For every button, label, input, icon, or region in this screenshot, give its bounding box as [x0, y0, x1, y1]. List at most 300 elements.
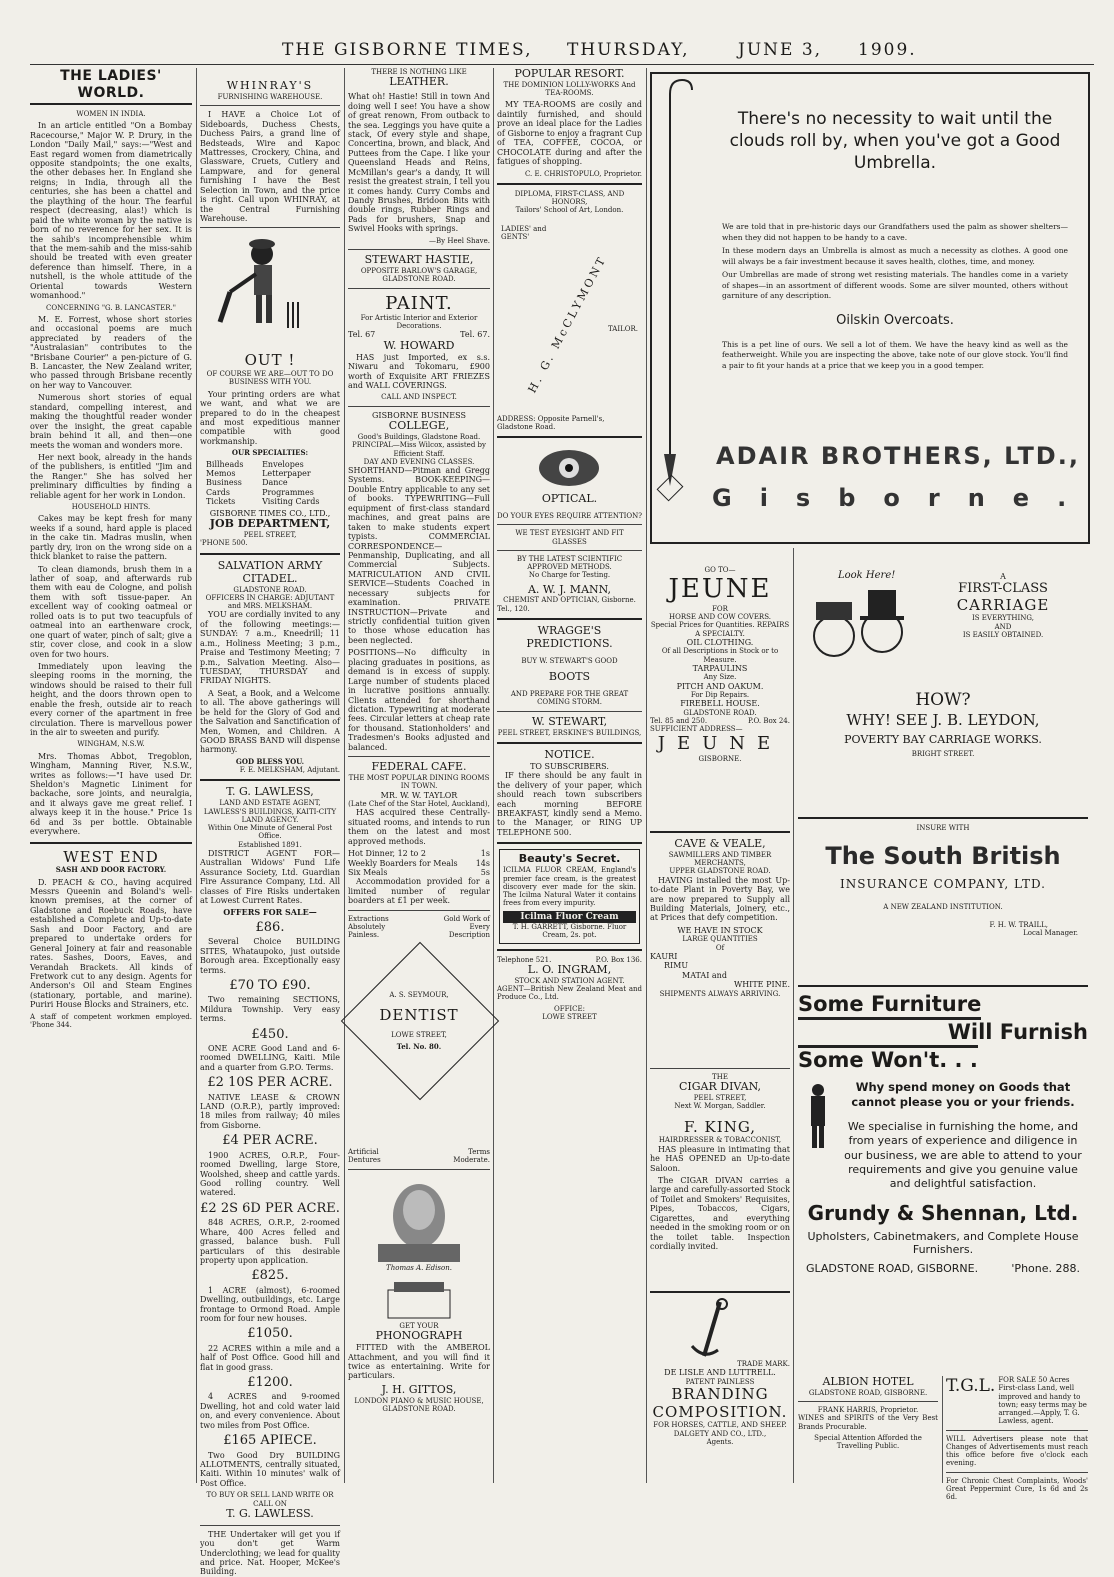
insurance-ad	[798, 812, 1088, 962]
divider	[497, 550, 642, 551]
article-text: Cakes may be kept fresh for many weeks if a sound, hard apple is placed in the cake tin. Madras muslin, when partly dry, iron on the wrong side on a thick blanket to raise the pattern.	[30, 514, 192, 562]
umbrella-text: This is a pet line of ours. We sell a lot of them. We have the heavy kind as well as the featherweight. While you are inspecting the above, take note of our glove stock. You'll find a pair to fit your hands at a price that we keep you in a good temper.	[722, 339, 1068, 370]
edison-portrait	[348, 1174, 490, 1264]
carriage-works: POVERTY BAY CARRIAGE WORKS.	[844, 733, 1042, 746]
divider	[200, 779, 340, 781]
cigar-divan-ad	[650, 1064, 790, 1252]
to-buy: TO BUY OR SELL LAND WRITE OR CALL ON	[206, 1491, 334, 1508]
predictions: PREDICTIONS.	[526, 636, 613, 650]
edison-signature: Thomas A. Edison.	[386, 1263, 452, 1272]
tarpaulins: TARPAULINS	[692, 663, 748, 673]
branding-ad	[650, 1286, 790, 1482]
rimu: RIMU	[664, 961, 689, 971]
horse-covers: HORSE AND COW COVERS.	[669, 613, 771, 622]
jeune-for: FOR	[712, 604, 728, 613]
divider	[348, 249, 490, 250]
cigar-divan: CIGAR DIVAN,	[679, 1080, 761, 1094]
divider	[200, 105, 340, 106]
article-text: Her next book, already in the hands of the publishers, is entitled "Jim and the Ranger." She has solved her preliminary difficulties by finding a reliable agent for her work in London.	[30, 452, 192, 500]
carriage-ad	[798, 566, 1088, 796]
umbrella-text: Our Umbrellas are made of strong wet resisting materials. The handles come in a variety of shapes—in an assortment of different woods. Some are silver mounted, others without garniture of any description.	[722, 270, 1068, 300]
stewart-address: PEEL STREET, ERSKINE'S BUILDINGS,	[497, 728, 642, 737]
edison-portrait-icon	[348, 1174, 490, 1264]
ad-text: MY TEA-ROOMS are cosily and daintily furnished, and should prove an ideal place for the Ladies of Gisborne to enjoy a fragrant Cup of TEA, COFFEE, COCOA, or CHOCOLATE during and after the fatigues of shopping.	[497, 100, 642, 167]
paint-heading: PAINT.	[385, 292, 453, 314]
divider	[348, 756, 490, 757]
adair-umbrella-ad	[650, 72, 1095, 544]
of: Of	[715, 943, 725, 952]
ad-text: POSITIONS—No difficulty in placing graduates in positions, as demand is in excess of supply. Large number of students placed in lucrative positions annually. Clients attended for shorthand dictation. Typewriting at moderate fees. Circular letters at cheap rate for thousand. Stationholders' and Tradesmen's Books adjusted and balanced.	[348, 648, 490, 752]
oil-clothing: OIL CLOTHING.	[686, 637, 754, 647]
column-rule	[793, 548, 794, 1483]
article-text: To clean diamonds, brush them in a lather of soap, and afterwards rub them with eau de Cologne, and polish them with soft tissue-paper. An excellent way of cooking oatmeal or rolled oats is to put two teacupfuls of oatmeal into an earthenware crock, one quart of water, pinch of salt; give a stir, cover close, and cook in a slow oven for two hours.	[30, 564, 192, 659]
tgl-row	[946, 1376, 1088, 1426]
article-text: Mrs. Thomas Abbot, Tregoblon, Wingham, Manning River, N.S.W., writes as follows:—"I have used Dr. Sheldon's Magnetic Liniment for backache, sore joints, and neuralgia, and it always gave me great relief. I always keep it in the house." Price 1s 6d and 3s per bottle. Obtainable everywhere.	[30, 751, 192, 837]
traill: F. H. W. TRAILL,	[989, 920, 1048, 929]
any-size: Any Size.	[703, 673, 737, 682]
price: £1200.	[247, 1375, 293, 1391]
job-department: JOB DEPARTMENT,	[209, 517, 331, 531]
umbrella-icon	[652, 74, 712, 540]
listing-text: 22 ACRES within a mile and a half of Post Office. Good hill and flat in good grass.	[200, 1343, 340, 1372]
divider	[650, 831, 790, 833]
price: £450.	[251, 1026, 289, 1042]
price-value: 14s	[475, 858, 490, 868]
tel: Tel. 67	[348, 330, 376, 340]
stock-agent: STOCK AND STATION AGENT.	[514, 976, 625, 985]
eye-icon	[497, 443, 642, 493]
ad-text: SHORTHAND—Pitman and Gregg Systems. BOOK-KEEPING—Double Entry applicable to any set of books. TYPEWRITING—Full equipment of first-class standard machines, and great pains are taken to make students expert typists. COMMERCIAL CORRESPONDENCE—Penmanship, Duplicating, and all Commercial Subjects. MATRICULATION AND CIVIL SERVICE—Students Coached in necessary subjects for examination. PRIVATE INSTRUCTION—Private and strictly confidential tuition given to those whose education has been neglected.	[348, 466, 490, 645]
divider	[497, 524, 642, 525]
price-label: Hot Dinner, 12 to 2	[348, 849, 426, 859]
sawmillers: SAWMILLERS AND TIMBER MERCHANTS,	[668, 850, 772, 868]
lolly-works: THE DOMINION LOLLY-WORKS And TEA-ROOMS.	[503, 80, 636, 98]
upholsters: Upholsters, Cabinetmakers, and Complete House Furnishers.	[807, 1230, 1079, 1257]
divider	[200, 553, 340, 555]
peel-street: PEEL STREET,	[243, 531, 297, 540]
easily-obtained: IS EASILY OBTAINED.	[962, 630, 1044, 639]
listing-text: ONE ACRE Good Land and 6-roomed DWELLING, Kaiti. Mile and a quarter from G.P.O. Terms.	[200, 1043, 340, 1072]
tel-80: Tel. No. 80.	[396, 1041, 442, 1051]
kauri: KAURI	[650, 951, 678, 961]
gentleman-icon	[798, 1080, 838, 1150]
trade-mark-illustration	[650, 1298, 790, 1360]
mcclymont-name: H. G. McCLYMONT	[525, 252, 610, 395]
next-morgan: Next W. Morgan, Saddler.	[674, 1102, 766, 1111]
price-value: 5s	[480, 867, 490, 877]
lawless-heading: T. G. LAWLESS,	[226, 785, 314, 799]
gladstone-road: GLADSTONE ROAD.	[233, 585, 307, 594]
price: £86.	[255, 919, 285, 935]
undertaker-ad: THE Undertaker will get you if you don't get Warm Underclothing; we lead for quality and price. Nat. Hooper, McKee's Building.	[200, 1529, 340, 1577]
beauty-ad	[499, 849, 640, 943]
divider	[798, 985, 1088, 987]
tel-120: Tel., 120.	[497, 604, 530, 613]
howard-heading: W. HOWARD	[383, 338, 455, 352]
college-classes: DAY AND EVENING CLASSES.	[363, 457, 475, 466]
ad-text: DISTRICT AGENT FOR—Australian Widows' Fund Life Assurance Society, Ltd. Guardian Fire Assurance Company, Ltd. All classes of Fire Risks undertaken at Lowest Current Rates.	[200, 848, 340, 906]
why-spend: Why spend money on Goods that cannot please you or your friends.	[851, 1080, 1075, 1110]
white-pine: WHITE PINE.	[733, 980, 790, 990]
leather-heading: LEATHER.	[389, 75, 449, 89]
price-row	[348, 849, 490, 858]
citadel-heading: CITADEL.	[242, 571, 298, 585]
eye-illustration	[497, 443, 642, 493]
divider	[348, 1169, 490, 1170]
pitch-oakum: PITCH AND OAKUM.	[676, 681, 764, 691]
divider	[30, 842, 192, 844]
specialty-item: Business Cards	[206, 478, 242, 497]
how: HOW?	[915, 690, 971, 710]
wingham-heading: WINGHAM, N.S.W.	[77, 740, 145, 749]
ad-text: ICILMA FLUOR CREAM, England's premier face cream, is the greatest discovery ever made for the skin. The Icilma Natural Water it contains frees from every impurity.	[503, 866, 636, 908]
specialty-item: Visiting Cards	[262, 497, 320, 507]
column-rule	[646, 68, 647, 1483]
agents: Agents.	[706, 1437, 734, 1446]
large-quantities: LARGE QUANTITIES	[682, 935, 758, 944]
specialties-list	[200, 458, 340, 509]
gentleman-illustration	[798, 1080, 838, 1150]
west-end-heading: WEST END	[63, 847, 159, 866]
listing-text: Two remaining SECTIONS, Mildura Township. Very easy terms.	[200, 995, 340, 1024]
listing-text: Two Good Dry BUILDING ALLOTMENTS, centrally situated, Kaiti. Within 10 minutes' walk of Post Office.	[200, 1450, 340, 1488]
out-sub: OF COURSE WE ARE—OUT TO DO BUSINESS WITH YOU.	[206, 370, 334, 387]
frank-harris: FRANK HARRIS, Proprietor.	[817, 1406, 919, 1415]
price: £825.	[251, 1268, 289, 1284]
matai: MATAI and	[682, 970, 727, 980]
cricket-boy-icon	[200, 232, 340, 352]
is-everything: IS EVERYTHING,	[972, 614, 1034, 623]
ad-text: HAS just Imported, ex s.s. Niwaru and Tokomaru, £900 worth of Exquisite ART FRIEZES and WALL COVERINGS.	[348, 352, 490, 390]
jeune-gisborne: GISBORNE.	[698, 754, 742, 763]
cave-veale-ad	[650, 826, 790, 1046]
leather-poem: What oh! Hastie! Still in town And doing well I see! You have a show of great renown, From outback to the sea. Leggings you have quite a stack, Of every style and shape, Concertina, brown, and black, And Puttees from the Cape. I like your Queensland Heads and Reins, McMillan's gear's a dandy, It will resist the greatest strain, I tell you it comes handy. Curry Combs and Dandy Brushes, Bridoon Bits with double rings, Rubber Rings and Pads for brushers, Snap and Swivel Hooks with springs.	[348, 92, 490, 234]
land-agent: LAND AND ESTATE AGENT,	[219, 799, 321, 808]
notice: NOTICE.	[544, 747, 595, 761]
fluor-cream: Icilma Fluor Cream	[503, 911, 636, 924]
tgl-ad	[946, 1376, 1088, 1501]
upper-gladstone: UPPER GLADSTONE ROAD.	[669, 867, 771, 876]
see-leydon: WHY! SEE J. B. LEYDON,	[846, 711, 1040, 729]
for-horses: FOR HORSES, CATTLE, AND SHEEP.	[653, 1421, 787, 1430]
look-here: Look Here!	[838, 570, 896, 581]
buy-stewart: BUY W. STEWART'S GOOD	[521, 656, 618, 665]
we-have: WE HAVE IN STOCK	[677, 925, 763, 935]
price: £165 APIECE.	[223, 1433, 317, 1449]
column-rule	[493, 68, 494, 1483]
tailor-address: ADDRESS: Opposite Parnell's, Gladstone Road.	[497, 414, 605, 431]
masthead-year: 1909.	[858, 40, 917, 60]
price: £1050.	[247, 1326, 293, 1342]
divider	[348, 910, 490, 911]
offers-heading: OFFERS FOR SALE—	[223, 907, 317, 918]
cave-veale: CAVE & VEALE,	[674, 837, 766, 850]
cafe-owner: MR. W. W. TAYLOR	[380, 790, 458, 800]
repairs: Special Prices for Quantities. REPAIRS A SPECIALTY.	[650, 621, 790, 638]
ad-text: IF there should be any fault in the delivery of your paper, which should reach town subscribers each morning BEFORE BREAKFAST, kindly send a Memo. to the Manager, or RING UP TELEPHONE 500.	[497, 771, 642, 837]
the: THE	[712, 1073, 728, 1081]
carriage-heading: CARRIAGE	[956, 595, 1050, 614]
price: £2 2S 6D PER ACRE.	[200, 1200, 340, 1216]
eyes-attention: DO YOUR EYES REQUIRE ATTENTION?	[497, 512, 643, 520]
tailors-school: Tailors' School of Art, London.	[515, 206, 624, 215]
furniture-ad	[798, 980, 1088, 1320]
seymour: A. S. SEYMOUR,	[389, 990, 449, 999]
optical-heading: OPTICAL.	[541, 492, 598, 506]
albion-hotel: ALBION HOTEL	[822, 1375, 914, 1388]
gold-work: Gold Work of Every Description	[443, 914, 490, 940]
lancaster-heading: CONCERNING "G. B. LANCASTER."	[46, 303, 176, 312]
household-hints-heading: HOUSEHOLD HINTS.	[71, 503, 151, 512]
shipments: SHIPMENTS ALWAYS ARRIVING.	[659, 989, 781, 998]
phonograph-icon	[348, 1272, 490, 1322]
phone-288: 'Phone. 288.	[1011, 1262, 1080, 1276]
phone-500: 'PHONE 500.	[200, 539, 248, 548]
price: £70 TO £90.	[229, 977, 311, 993]
gladstone-road: GLADSTONE ROAD.	[683, 708, 757, 717]
divider	[497, 436, 642, 438]
divider	[348, 288, 490, 289]
umbrella-illustration	[652, 74, 712, 540]
cricket-boy-illustration	[200, 232, 340, 352]
college-principal: PRINCIPAL—Miss Wilcox, assisted by Efficient Staff.	[352, 441, 486, 458]
box: P.O. Box 24.	[748, 716, 790, 725]
look-here-illustration	[798, 566, 918, 686]
tailor: TAILOR.	[608, 324, 638, 333]
women-india-heading: WOMEN IN INDIA.	[76, 110, 146, 119]
box: P.O. Box 136.	[595, 955, 642, 964]
listing-text: 1 ACRE (almost), 6-roomed Dwelling, outbuildings, etc. Large frontage to Ormond Road. Ample room for four new houses.	[200, 1285, 340, 1324]
ad-text: Your printing orders are what we want, and what we are prepared to do in the cheapest and most expeditious manner compatible with good workmanship.	[200, 389, 340, 446]
trade-mark: TRADE MARK.	[737, 1360, 790, 1368]
column-2	[200, 68, 340, 1577]
price-value: 1s	[480, 849, 490, 859]
wragge: WRAGGE'S	[537, 623, 602, 637]
peel-street: PEEL STREET,	[693, 1094, 747, 1103]
ladies-gents: LADIES' and GENTS'	[501, 224, 547, 241]
god-bless: GOD BLESS YOU.	[235, 756, 305, 766]
price-label: Six Meals	[348, 867, 388, 877]
federal-cafe: FEDERAL CAFE.	[371, 760, 467, 774]
sash-door-heading: SASH AND DOOR FACTORY.	[55, 865, 167, 875]
column-ladies-world	[30, 68, 192, 1483]
sufficient-address: SUFFICIENT ADDRESS—	[650, 725, 743, 734]
listing-text: 4 ACRES and 9-roomed Dwelling, hot and cold water laid on, and every convenience. About two miles from Post Office.	[200, 1392, 340, 1430]
lawless-location: Within One Minute of General Post Office.	[207, 824, 333, 841]
lawless-established: Established 1891.	[238, 840, 302, 849]
column-4	[497, 68, 642, 1483]
specialty-item: Dance Programmes	[262, 478, 314, 497]
garrett: T. H. GARRETT, Gisborne. Fluor Cream, 2s. pot.	[512, 923, 627, 940]
masthead-day: THURSDAY,	[567, 40, 690, 60]
masthead-paper: THE GISBORNE TIMES,	[282, 40, 533, 60]
whinray-sub: FURNISHING WAREHOUSE.	[217, 92, 323, 101]
price: £4 PER ACRE.	[222, 1133, 318, 1149]
ad-text: FITTED with the AMBEROL Attachment, and you will find it twice as entertaining. Write for particulars.	[348, 1343, 490, 1381]
terms-moderate: Terms Moderate.	[453, 1148, 490, 1165]
salvation-army-heading: SALVATION ARMY	[217, 558, 323, 572]
divider	[650, 1291, 790, 1293]
ad-text: D. PEACH & CO., having acquired Messrs Queenin and Boland's well-known premises, at the corner of Gladstone and Roebuck Roads, have established a Complete and Up-to-date Sash and Door Factory, and are prepared to undertake orders for General Joinery at fair and reasonable rates. Sashes, Doors, Eaves, and Verandah Brackets. All kinds of Fretwork cut to any design. Agents for Anderson's Oil and Steam Engines (stationary, portable, and marine). Puriri House Blocks and Strainers, etc.	[30, 877, 192, 1010]
divider	[497, 742, 642, 744]
specialty-item: Billheads	[206, 459, 244, 469]
carriage-a: A	[1000, 572, 1006, 581]
tel: Tel. 67.	[460, 330, 490, 340]
no-charge: No Charge for Testing.	[528, 571, 611, 580]
grundy-address	[798, 1257, 1088, 1276]
listing-text: NATIVE LEASE & CROWN LAND (O.R.P.), partly improved: 18 miles from railway; 40 miles from Gisborne.	[200, 1092, 340, 1130]
divider	[798, 1401, 938, 1402]
patent-painless: PATENT PAINLESS	[685, 1377, 755, 1386]
woods-cure: For Chronic Chest Complaints, Woods' Great Peppermint Cure, 1s 6d and 2s 6d.	[946, 1476, 1088, 1501]
adjutant-sig: F. E. MELKSHAM, Adjutant.	[239, 766, 340, 775]
divider	[497, 711, 642, 712]
ingram: L. O. INGRAM,	[527, 962, 612, 976]
column-rule	[942, 1376, 943, 1483]
divider	[348, 406, 490, 407]
out-heading: OUT !	[244, 351, 296, 370]
specialty-item: Letterpaper	[262, 468, 311, 478]
divider	[200, 227, 340, 228]
paint-sub: For Artistic Interior and Exterior Decorations.	[360, 313, 478, 330]
divider	[946, 1472, 1088, 1473]
umbrella-text: In these modern days an Umbrella is almost as much a necessity as clothes. A good one will always be a fair investment because it saves health, clothes, time, and money.	[722, 246, 1068, 266]
tgl: T.G.L.	[946, 1376, 996, 1396]
poem-signature: —By Heel Shave.	[429, 236, 490, 245]
lawless-buildings: LAWLESS'S BUILDINGS, KAITI-CITY LAND AGENCY.	[203, 807, 337, 824]
listing-text: Several Choice BUILDING SITES, Whataupoko, just outside Borough area. Exceptionally easy terms.	[200, 937, 340, 975]
dentist-ad	[348, 915, 490, 1165]
gisborne-times-co: GISBORNE TIMES CO., LTD.,	[209, 508, 331, 518]
tgl-text: FOR SALE 50 Acres First-class Land, well improved and handy to town; easy terms may be arranged.—Apply, T. G. Lawless, agent.	[998, 1376, 1087, 1426]
diploma: DIPLOMA, FIRST-CLASS, AND HONORS,	[514, 189, 625, 207]
ad-text: AGENT—British New Zealand Meat and Produce Co., Ltd.	[497, 985, 642, 1002]
divider	[497, 842, 642, 844]
go-to: GO TO—	[704, 566, 736, 574]
leather-top: THERE IS NOTHING LIKE	[371, 68, 467, 76]
mann-sub: CHEMIST AND OPTICIAN, Gisborne.	[503, 596, 636, 605]
jeune-heading: JEUNE	[668, 574, 772, 605]
south-british: The South British	[825, 842, 1061, 871]
divider	[497, 949, 642, 951]
specialty-item: Envelopes	[262, 459, 304, 469]
column-3	[348, 68, 490, 1483]
tel: Tel. 85 and 250.	[650, 716, 708, 725]
oil-desc: Of all Descriptions in Stock or to Measure.	[661, 647, 779, 664]
hastie-address: OPPOSITE BARLOW'S GARAGE, GLADSTONE ROAD.	[360, 267, 478, 284]
furniture-body	[798, 1080, 1088, 1191]
article-text: M. E. Forrest, whose short stories and occasional poems are much appreciated by readers of the "Australasian" contributes to the "Brisbane Courier" a pen-picture of G. B. Lancaster, the New Zealand writer, who passed through Brisbane recently on her way to Vancouver.	[30, 314, 192, 390]
king: F. KING,	[683, 1117, 757, 1136]
price-label: Weekly Boarders for Meals	[348, 858, 458, 868]
ad-text: Accommodation provided for a limited number of regular boarders at £1 per week.	[348, 877, 490, 906]
ad-text: YOU are cordially invited to any of the following meetings:—SUNDAY: 7 a.m., Kneedrill; 11 a.m., Holiness Meeting; 3 p.m., Praise and Testimony Meeting; 7 p.m., Salvation Meeting. Also—TUESDAY, THURSDAY and FRIDAY NIGHTS.	[200, 610, 340, 686]
boots: BOOTS	[548, 670, 591, 684]
first-class: FIRST-CLASS	[958, 581, 1048, 597]
gladstone-road-gisborne: GLADSTONE ROAD, GISBORNE.	[806, 1262, 979, 1276]
divider	[200, 1525, 340, 1526]
umbrella-headline: There's no necessity to wait until the clouds roll by, when you've got a Good Umbrella.	[729, 109, 1061, 174]
lawless-footer: T. G. LAWLESS.	[226, 1506, 314, 1520]
call-inspect: CALL AND INSPECT.	[381, 393, 457, 402]
artificial-dentures: Artificial Dentures	[348, 1148, 381, 1165]
stewart-hastie: STEWART HASTIE,	[364, 253, 474, 267]
piano-house: LONDON PIANO & MUSIC HOUSE, GLADSTONE ROAD.	[354, 1396, 484, 1414]
masthead-date: JUNE 3,	[738, 40, 823, 60]
college-address: Good's Buildings, Gladstone Road.	[357, 433, 481, 442]
furniture-texts	[838, 1080, 1088, 1191]
ladies-world-heading: THE LADIES' WORLD.	[30, 68, 192, 105]
divider	[946, 1430, 1088, 1431]
price: £2 10S PER ACRE.	[207, 1075, 333, 1091]
specialty-item: Memos	[206, 468, 236, 478]
masthead	[0, 36, 1114, 66]
popular-resort: POPULAR RESORT.	[514, 67, 625, 80]
lowe-street: LOWE STREET,	[391, 1030, 447, 1039]
cafe-sub: THE MOST POPULAR DINING ROOMS IN TOWN.	[348, 774, 490, 791]
adair-brothers: ADAIR BROTHERS, LTD.,	[716, 442, 1080, 470]
prepare-storm: AND PREPARE FOR THE GREAT COMING STORM.	[510, 690, 629, 707]
get-your: GET YOUR	[399, 1321, 439, 1330]
hairdresser: HAIRDRESSER & TOBACCONIST,	[658, 1136, 782, 1145]
jeune-tel	[650, 717, 790, 725]
lowe-street: LOWE STREET	[542, 1012, 597, 1021]
ad-text: A staff of competent workmen employed. 'Phone 344.	[30, 1012, 192, 1029]
article-text: Immediately upon leaving the sleeping rooms in the morning, the windows should be raised to their full height, and the doors thrown open to enable the fresh, outside air to reach every corner of the apartment in free circulation. There is marvellous power in the air to sweeten and purify.	[30, 661, 192, 738]
phonograph-illustration	[348, 1272, 490, 1322]
nz-institution: A NEW ZEALAND INSTITUTION.	[883, 902, 1003, 911]
albion-hotel-ad	[798, 1376, 938, 1486]
article-text: In an article entitled "On a Bombay Racecourse," Major W. P. Drury, in the London "Daily Mail," says:—"West and East regard women from diametrically opposite standpoints; the one exalts, the other debases her. In England she reigns; in India, through all the centuries, she has been a chattel and the plaything of the hour. The fearful respect (decreasing, alas!) which is paid the white woman by the native is born of no reverence for her sex. It is the sahib's incomprehensible whim that the mem-sahib and the miss-sahib should be treated with even greater deference than himself. There, in a nutshell, is the whole attitude of the Oriental towards Western womanhood."	[30, 121, 192, 301]
advertisers-note: WILL Advertisers please note that Changes of Advertisements must reach this office before five o'clock each evening.	[946, 1434, 1088, 1468]
cafe-owner-late: (Late Chef of the Star Hotel, Auckland),	[348, 800, 490, 809]
latest-methods: BY THE LATEST SCIENTIFIC APPROVED METHODS.	[516, 554, 623, 571]
ad-text: A Seat, a Book, and a Welcome to all. The above gatherings will be held for the Glory of God and the Salvation and Sanctification of Men, Women, and Children. A GOOD BRASS BAND will dispense harmony.	[200, 688, 340, 755]
insure-with: INSURE WITH	[916, 824, 970, 832]
composition: COMPOSITION.	[652, 1402, 788, 1421]
tel: Telephone 521.	[497, 955, 552, 964]
jeune-big: JEUNE	[657, 733, 783, 755]
ad-text: HAVING installed the most Up-to-date Plant in Poverty Bay, we are now prepared to Supply all Building Materials, Joinery, etc., at Prices that defy competition.	[650, 875, 790, 923]
ad-text: HAS pleasure in intimating that he HAS OPENED an Up-to-date Saloon.	[650, 1144, 790, 1173]
extractions: Extractions Absolutely Painless.	[348, 914, 389, 940]
proprietor: C. E. CHRISTOPULO, Proprietor.	[524, 169, 642, 178]
dalgety: DALGETY AND CO., LTD.,	[673, 1429, 767, 1438]
grundy-shennan: Grundy & Shennan, Ltd.	[807, 1200, 1079, 1225]
divider	[497, 183, 642, 185]
test-eyesight: WE TEST EYESIGHT AND FIT GLASSES	[515, 529, 624, 546]
mann: A. W. J. MANN,	[527, 582, 612, 596]
jeune-ad	[650, 566, 790, 806]
anchor-icon	[650, 1298, 790, 1360]
some-furniture: Some Furniture	[798, 992, 981, 1020]
divider	[650, 1068, 790, 1069]
insurance-company: INSURANCE COMPANY, LTD.	[840, 876, 1046, 891]
stewart: W. STEWART,	[531, 714, 608, 728]
listing-text: 1900 ACRES, O.R.P., Four-roomed Dwelling, large Store, Woolshed, sheep and cattle yards. Good rolling country. Well watered.	[200, 1150, 340, 1198]
dentist-heading: DENTIST	[379, 1005, 459, 1024]
delisle-luttrell: DE LISLE AND LUTTRELL.	[664, 1368, 776, 1378]
umbrella-body	[722, 222, 1068, 374]
wines-spirits: WINES and SPIRITS of the Very Best Brands Procurable.	[798, 1414, 938, 1431]
bright-street: BRIGHT STREET.	[911, 750, 975, 758]
officers: OFFICERS IN CHARGE: ADJUTANT and MRS. MELKSHAM.	[205, 593, 335, 611]
whinray-title: WHINRAY'S	[226, 79, 314, 92]
firebell-house: FIREBELL HOUSE.	[680, 699, 760, 709]
will-furnish: Will Furnish	[947, 1019, 1088, 1044]
oilskin-heading: Oilskin Overcoats.	[836, 312, 954, 328]
gittos: J. H. GITTOS,	[381, 1382, 457, 1396]
